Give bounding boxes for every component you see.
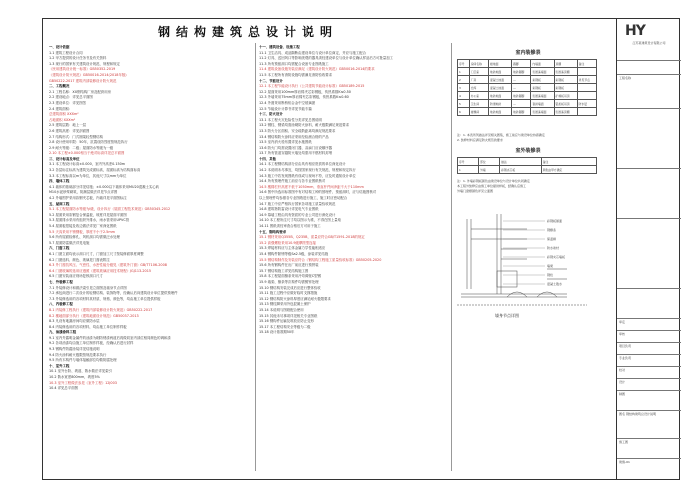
table-cell: 彩钢夹芯板 — [500, 166, 542, 174]
table-cell: 防水层 — [577, 100, 596, 108]
table-cell: 6 — [458, 108, 470, 116]
note-line: 15.5 钢结构制作及安装应符合《钢结构工程施工质量验收标准》GB50205-2020 — [259, 257, 382, 262]
table-header-cell: 备注 — [577, 60, 596, 68]
title-block — [616, 18, 680, 480]
detail-label: 墙梁 — [547, 264, 554, 268]
note-line: 15.1 钢材采用Q355B、Q235B，质量应符合GB/T1591-2018的规定 — [259, 235, 365, 240]
drawing-name: 钢结构建筑总设计说明 — [625, 412, 656, 416]
note-line: 6.5 门窗安装前应现场复核洞口尺寸 — [49, 274, 103, 279]
project-cell — [617, 74, 681, 104]
detail-label: 防水卷材 — [547, 246, 560, 250]
note-line: 15.16 钢构件运输及堆放应防止变形 — [259, 319, 314, 324]
section-heading: 十四、其他 — [259, 156, 276, 161]
detail-caption: 墙身节点详图 — [495, 313, 519, 318]
note-line: 15.12 钢结构防火涂料厚度应满足耐火极限要求 — [259, 296, 331, 301]
note-line: 11.2 灯具、送回风口等影响美观的器具须经建设单位与设计单位确认样品后方可批量加工 — [259, 56, 394, 61]
note-line: 总建筑面积 XXXm² — [49, 112, 79, 117]
note-line: 2.10 本工程±0.000相当于绝对标高详见总平面图 — [49, 151, 125, 156]
note-line: 注：1. 本表所列做法详见相关图集，施工前应与建设单位协商确定 — [457, 133, 545, 137]
detail-label: 彩钢板屋面 — [547, 219, 563, 223]
table-header-cell: 顶棚 — [554, 60, 577, 68]
table-cell: — — [512, 100, 531, 108]
note-line: 本工程外装修应由施工单位提供样板，经确认后施工 — [457, 184, 527, 188]
table-cell: 混凝土地面 — [489, 84, 512, 92]
note-line: 3.1 本工程设计标高±0.000，室内外高差0.150m — [49, 162, 126, 167]
notes-column-1 — [49, 45, 251, 392]
note-line: 14.5 楼梯栏杆高度不低于1050mm，垂直杆件间净距不大于110mm — [259, 184, 364, 189]
note-line: 5.1 本工程屋面防水等级为I级，设计执行《屋面工程技术规范》GB50345-2012 — [49, 207, 171, 212]
table-header-cell: 踢脚 — [512, 60, 531, 68]
note-line: 9.3 钢构件防腐涂装详见结施说明 — [49, 347, 100, 352]
table-cell: 1 — [458, 68, 470, 76]
table-cell: 5 — [458, 100, 470, 108]
section-heading: 十二、节能设计 — [259, 78, 283, 83]
note-line: 15.10 钢结构安装完成后应进行整体验收 — [259, 285, 321, 290]
note-line: 14.8 建筑物防雷设计详见电气专业图纸 — [259, 207, 319, 212]
section-heading: 一、设计依据 — [49, 45, 70, 49]
note-line: 14.3 施工中若发现图纸有误或与现场不符，应及时通知设计单位 — [259, 173, 356, 178]
table-cell: 乳胶漆墙面 — [531, 108, 554, 116]
table-header-cell: 内墙面 — [531, 60, 554, 68]
table-row — [458, 84, 597, 92]
note-line: 14.9 幕墙工程由具有资质的专业公司进行深化设计 — [259, 212, 336, 217]
sheet-number: 建施-01 — [619, 460, 630, 464]
note-line: 2.9 耐火等级：二级；屋面防水等级为一级 — [49, 145, 114, 150]
table-cell: 混凝土地面 — [489, 76, 512, 84]
note-line: 14.10 本工程所注尺寸均以图示为准，不得在图上量取 — [259, 218, 341, 223]
note-line: 6.3 外门窗抗风压、气密性、水密性能分级见《建筑外门窗》GB/T7106-2008 — [49, 263, 167, 268]
section-heading: 四、墙体工程 — [49, 179, 70, 184]
table-cell: 1 — [458, 166, 479, 174]
section-heading: 七、外装修工程 — [49, 279, 73, 284]
note-line: 6.2 门窗选料、颜色、玻璃见门窗表附注 — [49, 257, 110, 262]
table-header-cell: 序号 — [458, 60, 470, 68]
table-cell — [577, 84, 596, 92]
note-line: 10.3 室外工程做法参见《室外工程》12J003 — [49, 380, 117, 385]
note-line: 15.11 施工过程中应做好临时支撑措施 — [259, 291, 318, 296]
note-line: 14.1 本工程钢结构部分应由具有相应资质的单位深化设计 — [259, 162, 346, 167]
signature-role: 设计 — [617, 378, 681, 390]
section-heading: 十、室外工程 — [49, 363, 70, 368]
table-row — [458, 166, 597, 174]
note-line: 13.4 钢结构防火涂料应采用经检测合格的产品 — [259, 134, 329, 139]
section-heading: 六、门窗工程 — [49, 246, 70, 251]
table-cell: 彩钢板 — [531, 76, 554, 84]
note-line: 5.2 屋面采用彩钢复合保温板，坡度详见屋面平面图 — [49, 212, 127, 217]
note-line: 2.6 建筑高度：详见剖面图 — [49, 128, 90, 133]
table-header-cell: 部位 — [479, 158, 500, 166]
note-line: 2.4 建筑面积： — [49, 106, 73, 111]
detail-label: 保温棉 — [547, 237, 557, 241]
table-header-cell: 序号 — [458, 158, 479, 166]
signature-role: 校对 — [617, 366, 681, 378]
drawing-stage: 施工图 — [619, 440, 629, 444]
note-line: 1.1 建筑工程设计合同 — [49, 50, 83, 55]
note-line: 13.5 室内消火栓布置详见水施图纸 — [259, 140, 312, 145]
signature-role: 审定 — [617, 318, 681, 330]
note-line: 15.7 钢结构施工详见结构施工图 — [259, 268, 309, 273]
table-header-cell: 做法 — [500, 158, 542, 166]
section-heading: 十一、建筑设备、设施工程 — [259, 45, 300, 49]
table-cell — [577, 108, 596, 116]
interior-table-notes — [457, 133, 545, 143]
section-heading: 二、工程概况 — [49, 84, 70, 89]
section-heading: 五、屋面工程 — [49, 201, 70, 206]
note-line: 外墙门窗框颜色详见立面图 — [457, 189, 494, 193]
note-line: 15.9 墙梁、檩条等次构件均需镀锌处理 — [259, 279, 319, 284]
section-heading: 八、内装修工程 — [49, 302, 73, 307]
table-cell: 地砖地面 — [489, 92, 512, 100]
note-line: 12.1 本工程节能设计执行《公共建筑节能设计标准》GB50189-2015 — [259, 84, 365, 89]
note-line: 10.4 详见总平面图 — [49, 386, 78, 391]
note-line: 《民用建筑设计统一标准》GB50352-2019 — [49, 67, 116, 72]
note-line: 3.2 各层标注标高为建筑完成面标高，屋面标高为结构面标高 — [49, 168, 141, 173]
note-line: 5.6 所有屋面检修孔、风机洞口均需做泛水处理 — [49, 235, 120, 240]
table-cell: 铝扣板吊顶 — [554, 100, 577, 108]
note-line: 2.3 建设单位：详见图签 — [49, 100, 86, 105]
note-line: 15.3 焊接材料应与主体金属力学性能相适应 — [259, 246, 326, 251]
detail-label: 钢柱 — [547, 273, 554, 277]
table-cell: 乳胶漆墙面 — [531, 68, 554, 76]
table-cell: 地砖地面 — [489, 108, 512, 116]
note-line: 注：1. 外墙彩钢板颜色由建设单位与设计单位共同确定 — [457, 179, 530, 183]
table-cell: 厂房 — [469, 76, 488, 84]
project-label: 工程名称 — [619, 76, 632, 80]
note-line: 8.1 内装修工程执行《建筑内部装修设计防火规范》GB50222-2017 — [49, 307, 153, 312]
note-line: 2.2 建设地点：详见总平面图 — [49, 95, 93, 100]
note-line: 2.7 结构形式：门式刚架轻型钢结构 — [49, 134, 103, 139]
note-line: 14.11 图纸须经审查合格后方可用于施工 — [259, 224, 321, 228]
company-info — [617, 60, 681, 72]
note-line: 2.1 工程名称：XX钢结构厂房及配套用房 — [49, 89, 111, 94]
exterior-finish-table — [457, 157, 597, 174]
note-line: 13.2 钢柱、钢梁均需涂刷防火涂料，耐火极限满足规范要求 — [259, 123, 350, 128]
table-cell: 仓库 — [469, 84, 488, 92]
table-cell: 外墙 — [479, 166, 500, 174]
note-line: 11.4 建筑设备设施安装应满足《建筑设计防火规范》GB50016-2014的要求 — [259, 67, 375, 72]
table-cell: 详见节点 — [577, 76, 596, 84]
table-cell: 彩钢板 — [531, 84, 554, 92]
detail-label: 钢檩条 — [547, 228, 557, 232]
stage-cell — [617, 438, 681, 452]
table-row — [458, 68, 597, 76]
note-line: 2.8 设计使用年限：50年，抗震设防烈度按规范执行 — [49, 140, 128, 145]
note-line: 12.2 屋面采用100mm厚岩棉夹芯彩钢板，传热系数K≤0.50 — [259, 89, 351, 94]
note-line: 9.5 所有木构件与墙体接触部位均做防腐处理 — [49, 358, 117, 363]
section-heading: 九、油漆涂料工程 — [49, 330, 77, 335]
detail-label: 混凝土散水 — [547, 282, 563, 286]
note-line: 14.7 施工中应严格执行国家各项施工质量验收规范 — [259, 201, 336, 206]
signature-role: 专业负责 — [617, 354, 681, 366]
note-line: 6.1 门窗立面均表示洞口尺寸，门窗加工尺寸按装修面厚度调整 — [49, 251, 144, 256]
note-line: 11.1 卫生洁具、成品隔断由建设单位与设计单位商定，并应与施工配合 — [259, 50, 366, 55]
signature-role: 审核 — [617, 330, 681, 342]
note-line: 3.3 本工程标高以m为单位，其他尺寸以mm为单位 — [49, 173, 127, 178]
note-line: 9.1 室内外露明金属件的油漆为刷防锈漆两道后再做同室内部位相同颜色的调和漆 — [49, 335, 171, 340]
note-line: 15.2 高强螺栓采用10.9级摩擦型连接 — [259, 240, 316, 245]
note-line: 14.6 图中所选用标准图中有对结构工种的预埋件、预留洞时，应与结施图核对 — [259, 190, 377, 195]
exterior-table-notes — [457, 179, 530, 194]
table-cell: 2 — [458, 76, 470, 84]
note-line: 5.5 天沟采用不锈钢板，厚度不小于2.5mm — [49, 229, 115, 234]
table-cell: 楼梯间 — [469, 108, 488, 116]
detail-label: 彩钢夹芯墙板 — [547, 255, 566, 259]
table-cell: 地砖地面 — [489, 68, 512, 76]
column-divider — [451, 43, 452, 471]
interior-finish-table-title: 室内装修表 — [515, 50, 541, 56]
sheet-cell — [617, 458, 681, 472]
section-heading: 十三、防火设计 — [259, 112, 283, 117]
note-line: 9.4 防火涂料耐火极限按规范要求执行 — [49, 352, 107, 357]
table-cell: 防滑地砖 — [489, 100, 512, 108]
note-line: 11.3 所有预留洞口均需配合设备专业图纸施工 — [259, 61, 329, 66]
table-cell: 彩钢板 — [554, 76, 577, 84]
note-line: 13.7 所有管道穿越防火墙处均需用不燃材料封堵 — [259, 151, 333, 156]
table-header-cell: 房间名称 — [469, 60, 488, 68]
note-line: 8.2 楼地面部分执行《建筑地面设计规范》GB50037-2013 — [49, 313, 139, 318]
note-line: 占地面积 XXXm² — [49, 117, 76, 122]
page-title: 钢结构建筑总设计说明 — [157, 25, 338, 39]
signature-role: 项目负责 — [617, 342, 681, 354]
table-cell: 3 — [458, 84, 470, 92]
note-line: 10.1 室外台阶、坡道、散水做法详见索引 — [49, 369, 112, 374]
drawing-name-cell: 图名 钢结构建筑总设计说明 — [617, 410, 681, 426]
note-line: 15.15 其他未尽事项详见相关专业图纸 — [259, 313, 318, 318]
notes-column-2 — [259, 45, 447, 336]
table-cell: 办公室 — [469, 92, 488, 100]
table-cell: 乳胶漆顶棚 — [554, 68, 577, 76]
table-cell: 地砖踢脚 — [512, 108, 531, 116]
table-cell: 卫生间 — [469, 100, 488, 108]
note-line: 11.5 本工程所有消防设施均需满足消防验收要求 — [259, 72, 333, 77]
note-line: 15.13 钢柱脚采用外包混凝土保护 — [259, 302, 311, 307]
note-line: 8.3 凡设有地漏房间均应做防水层 — [49, 319, 100, 324]
company-logo: HY — [625, 23, 645, 39]
note-line: 8.4 内装修选用的各项材料，均由施工单位制作样板 — [49, 324, 127, 329]
section-heading: 三、设计标高及单位 — [49, 156, 80, 161]
note-line: GB50222-2017 建筑内部装修设计防火规范 — [49, 78, 117, 83]
blank-cell — [617, 288, 681, 308]
note-line: 以上预埋件均参照各专业图纸进行施工，施工时应密切配合 — [259, 196, 348, 201]
note-line: 7.2 承包商进行二次设计的轻钢结构、装饰物等，经确认后向建筑设计单位提供预埋件 — [49, 291, 178, 296]
note-line: 7.3 外装修选用的各项材料其材质、规格、颜色等，均由施工单位提供样板 — [49, 296, 161, 301]
table-cell: — — [512, 84, 531, 92]
note-line: 13.6 防火门均需设置闭门器，双扇门应设顺序器 — [259, 145, 333, 150]
signature-roles — [617, 318, 681, 402]
table-cell: 彩钢板 — [554, 84, 577, 92]
note-line: 15.6 所有钢构件在出厂前应进行预拼装 — [259, 263, 319, 268]
note-line: 2. 装修材料应满足防火规范的要求 — [457, 138, 503, 142]
note-line: 14.4 所有预埋件施工前应与各专业图纸核对 — [259, 179, 326, 184]
table-cell: — — [512, 76, 531, 84]
note-line: 13.3 防火分区面积、安全疏散距离均满足规范要求 — [259, 128, 336, 133]
table-row — [458, 100, 597, 108]
blank-cell — [617, 108, 681, 128]
note-line: 7.1 外装修设计和做法索引见立面图及墙身节点详图 — [49, 285, 127, 290]
table-header-cell: 备注 — [541, 158, 596, 166]
note-line: 1.3 现行的国家有关建筑设计规范、规程和规定 — [49, 61, 120, 66]
note-line: 9.2 各项油漆均由施工单位制作样板，经确认后进行封样 — [49, 341, 134, 346]
note-line: 14.2 本说明未尽事宜，均按国家现行有关规范、规程和规定执行 — [259, 168, 356, 173]
note-line: 6.4 门窗玻璃的选用应遵照《建筑玻璃应用技术规程》JGJ113-2015 — [49, 268, 152, 273]
note-line: 5.3 屋面排水采用有组织外排水，雨水管采用UPVC管 — [49, 218, 130, 223]
section-heading: 十五、钢结构要求 — [259, 229, 287, 234]
table-row — [458, 108, 597, 116]
note-line: 5.7 屋面防雷做法详见电施 — [49, 240, 90, 245]
note-line: 5.4 屋面板搭接及收边做法详见厂家深化图纸 — [49, 224, 117, 228]
table-cell: 矿棉板吊顶 — [554, 92, 577, 100]
note-line: 2.5 建筑层数：地上一层 — [49, 123, 86, 128]
note-line: 15.14 本说明与图纸配合使用 — [259, 307, 304, 312]
note-line: 《建筑设计防火规范》GB50016-2014(2018年版) — [49, 72, 127, 77]
note-line: 15.17 本工程结构安全等级为二级 — [259, 324, 311, 329]
drawing-sheet — [42, 18, 680, 480]
table-cell: 乳胶漆顶棚 — [554, 108, 577, 116]
table-cell: 瓷砖墙面 — [531, 100, 554, 108]
blank-cell — [617, 168, 681, 182]
note-line: 12.5 节能设计计算书详见节能专篇 — [259, 106, 312, 111]
signature-role: 制图 — [617, 390, 681, 402]
note-line: 4.1 墙体的基础部分详见结施；±0.000以下墙体采用MU20混凝土实心砖 — [49, 184, 160, 189]
column-divider — [255, 43, 256, 471]
table-cell — [577, 68, 596, 76]
table-cell: 颜色由甲方确定 — [541, 166, 596, 174]
note-line: 12.3 外墙采用75mm厚岩棉夹芯彩钢板，传热系数K≤0.60 — [259, 95, 349, 100]
note-line: 15.18 设计基准期50年 — [259, 330, 295, 335]
table-cell: 门卫室 — [469, 68, 488, 76]
exterior-finish-table-title: 室外装修表 — [515, 148, 541, 154]
note-line: 12.4 外窗采用断桥铝合金中空玻璃窗 — [259, 100, 316, 105]
interior-finish-table — [457, 59, 597, 116]
table-cell: 4 — [458, 92, 470, 100]
table-row — [458, 92, 597, 100]
table-cell: 地砖踢脚 — [512, 92, 531, 100]
note-line: 10.2 散水宽度800mm，坡度5% — [49, 375, 100, 380]
wall-detail-drawing — [457, 199, 607, 319]
note-line: 15.4 钢构件除锈等级Sa2.5级，涂装详见结施 — [259, 251, 329, 256]
note-line: 4.2 外墙围护采用彩钢夹芯板，内墙详见平面图标注 — [49, 196, 127, 201]
table-header-cell: 楼地面 — [489, 60, 512, 68]
table-cell: 地砖踢脚 — [512, 68, 531, 76]
note-line: 1.2 甲方提供的设计任务书及有关资料 — [49, 56, 107, 61]
table-row — [458, 76, 597, 84]
note-line: 13.1 本工程火灾危险性分类详见总图说明 — [259, 117, 322, 122]
note-line: M10水泥砂浆砌筑，防潮层做法详见节点详图 — [49, 190, 118, 195]
company-name: 江苏某建筑设计有限公司 — [632, 41, 666, 45]
table-cell: 乳胶漆墙面 — [531, 92, 554, 100]
table-cell — [577, 92, 596, 100]
blank-cell — [617, 218, 681, 232]
note-line: 15.8 本工程屋面檩条采用冷弯薄壁C型钢 — [259, 274, 321, 279]
